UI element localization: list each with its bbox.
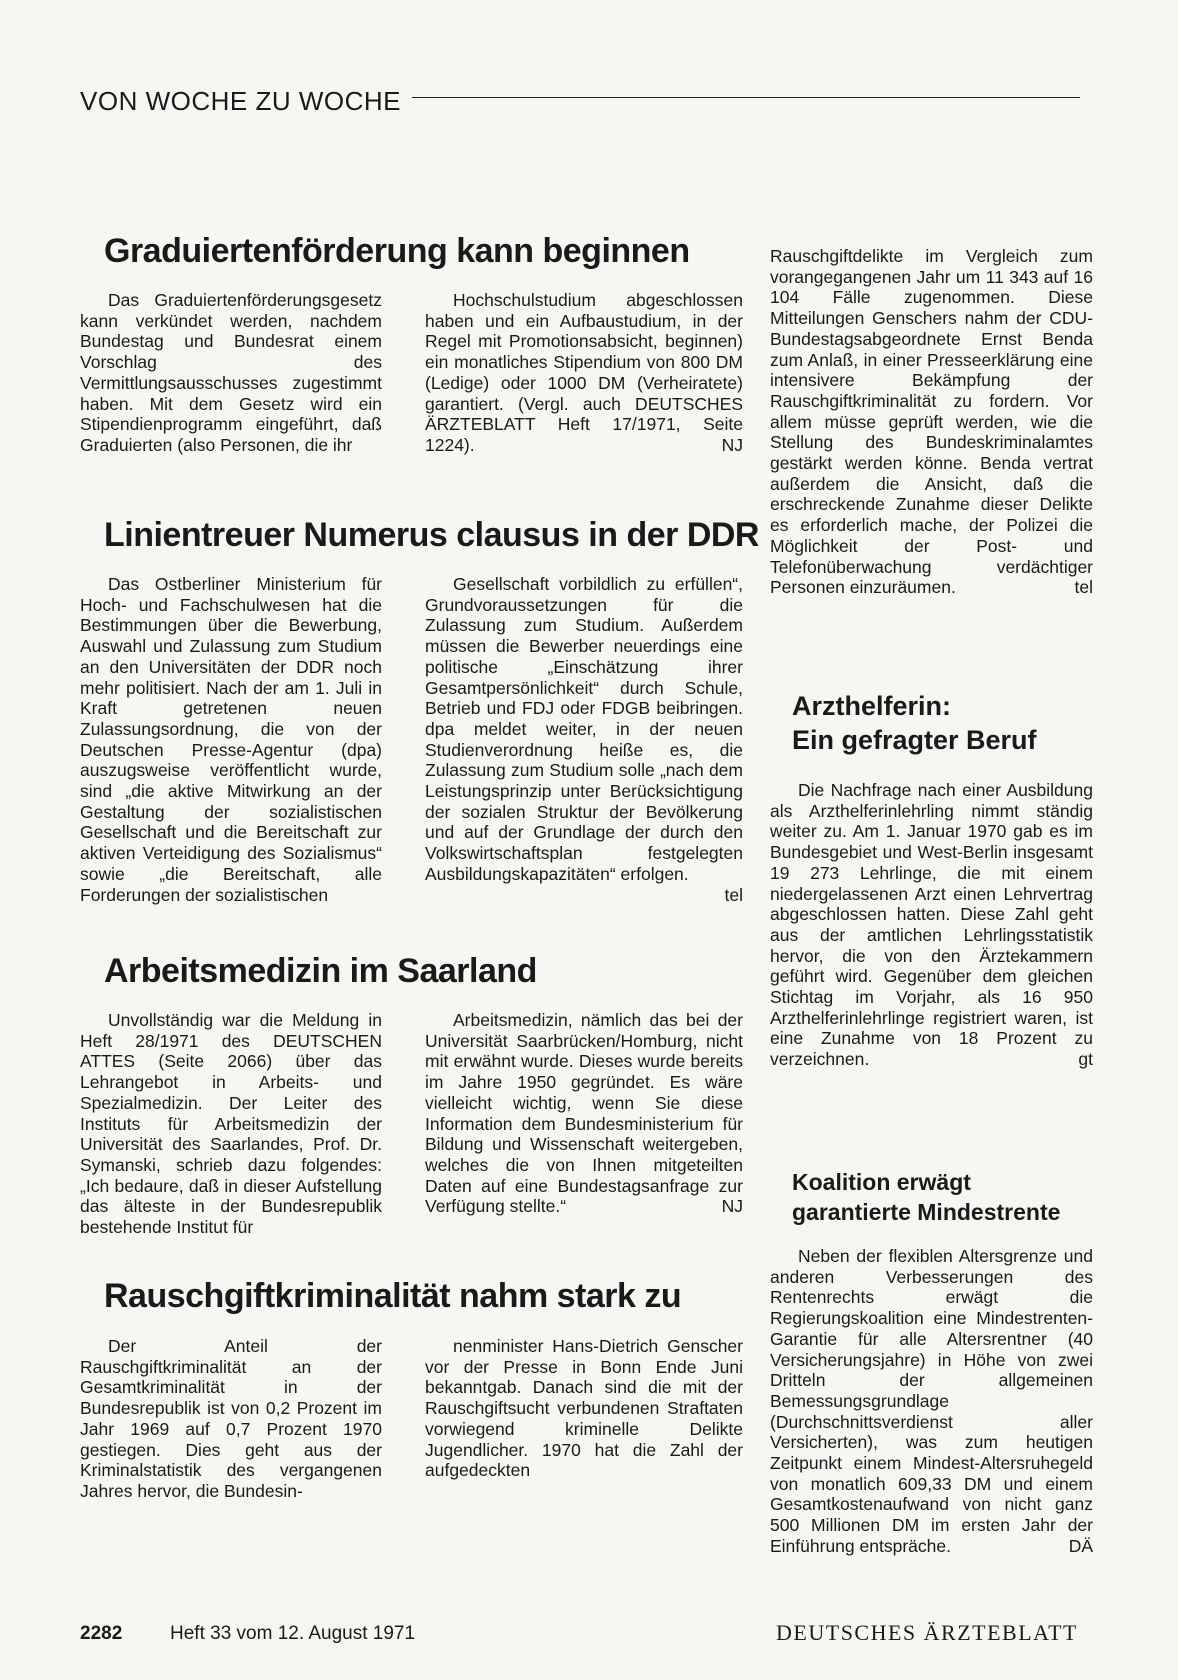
article-koalition-body: Neben der flexiblen Altersgrenze und anderen Verbesserungen des Rentenrechts erwägt die Regierungskoalition eine Mindestrenten-Garantie für alle Altersrentner (40 Versicherungsjahre) in Höhe von zwei Dritteln der allgemeinen Bemessungsgrundlage (Durchschnittsverdienst aller Versicherten), was zum heutigen Zeitpunkt einem Mindest-Altersruhegeld von monatlich 609,33 DM und einem Gesamtkostenaufwand von nicht ganz 500 Millionen DM im ersten Jahr der Einführung entspräche. DÄ — [770, 1246, 1093, 1556]
article-numerus-col2: Gesellschaft vorbildlich zu erfüllen“, Grundvoraussetzungen für die Zulassung zum Studium. Außerdem müssen die Bewerber neuerdings eine politische „Einschätzung ihrer Gesamtpersönlichkeit“ durch Schule, Betrieb und FDJ oder FDGB beibringen. dpa meldet weiter, in der neuen Studienverordnung heiße es, die Zulassung zum Studium solle „nach dem Leistungsprinzip unter Berücksichtigung der sozialen Struktur der Bevölkerung und auf der Grundlage der durch den Volkswirtschaftsplan festgelegten Ausbildungskapazitäten“ erfolgen. tel — [425, 574, 743, 905]
page-number: 2282 — [80, 1623, 123, 1644]
article-title-numerus: Linientreuer Numerus clausus in der DDR — [104, 516, 759, 554]
article-graduierten-col1: Das Graduiertenförderungsgesetz kann verkündet werden, nachdem Bundestag und Bundesrat einem Vorschlag des Vermittlungsausschusses zugestimmt haben. Mit dem Gesetz wird ein Stipendienprogramm eingeführt, daß Graduierten (also Personen, die ihr — [80, 290, 382, 455]
issue-line: Heft 33 vom 12. August 1971 — [170, 1623, 416, 1644]
section-heading: VON WOCHE ZU WOCHE — [80, 86, 401, 116]
author-signature: NJ — [721, 1196, 743, 1217]
article-rausch-col2: nenminister Hans-Dietrich Genscher vor der Presse in Bonn Ende Juni bekanntgab. Danach sind die mit der Rauschgiftsucht verbundenen Straftaten vorwiegend kriminelle Delikte Jugendlicher. 1970 hat die Zahl der aufgedeckten — [425, 1336, 743, 1481]
article-rausch-col3: Rauschgiftdelikte im Vergleich zum vorangegangenen Jahr um 11 343 auf 16 104 Fälle zugenommen. Diese Mitteilungen Genschers nahm der CDU-Bundestagsabgeordnete Ernst Benda zum Anlaß, in einer Presseerklärung eine intensivere Bekämpfung der Rauschgiftkriminalität zu fordern. Vor allem müsse geprüft werden, wie die Stellung des Bundeskriminalamtes gestärkt werden könne. Benda vertrat außerdem die Ansicht, daß die erschreckende Zunahme dieser Delikte es erforderlich mache, der Polizei die Möglichkeit der Post- und Telefonüberwachung verdächtiger Personen einzuräumen. tel — [770, 246, 1093, 598]
article-numerus-col1: Das Ostberliner Ministerium für Hoch- und Fachschulwesen hat die Bestimmungen über die Bewerbung, Auswahl und Zulassung zum Studium an den Universitäten der DDR noch mehr politisiert. Nach der am 1. Juli in Kraft getretenen neuen Zulassungsordnung, die von der Deutschen Presse-Agentur (dpa) auszugsweise veröffentlicht wurde, sind „die aktive Mitwirkung an der Gestaltung der sozialistischen Gesellschaft und die Bereitschaft zur aktiven Verteidigung des Sozialismus“ sowie „die Bereitschaft, alle Forderungen der sozialistischen — [80, 574, 382, 905]
article-rausch-col1: Der Anteil der Rauschgiftkriminalität an der Gesamtkriminalität in der Bundesrepublik ist von 0,2 Prozent im Jahr 1969 auf 0,7 Prozent 1970 gestiegen. Dies geht aus der Kriminalstatistik des vergangenen Jahres hervor, die Bundesin- — [80, 1336, 382, 1501]
article-title-arzthelferin-line2: Ein gefragter Beruf — [792, 725, 1037, 755]
article-arbeitsmedizin-col1: Unvollständig war die Meldung in Heft 28/1971 des DEUTSCHEN ATTES (Seite 2066) über das Lehrangebot in Arbeits- und Spezialmedizin. Der Leiter des Instituts für Arbeitsmedizin der Universität des Saarlandes, Prof. Dr. Symanski, schrieb dazu folgendes: „Ich bedaure, daß in dieser Aufstellung das älteste in der Bundesrepublik bestehende Institut für — [80, 1010, 382, 1238]
author-signature: NJ — [721, 434, 743, 455]
journal-name: DEUTSCHES ÄRZTEBLATT — [776, 1620, 1078, 1645]
article-graduierten-col2: Hochschulstudium abgeschlossen haben und ein Aufbaustudium, in der Regel mit Promotionsabsicht, beginnen) ein monatliches Stipendium von 800 DM (Ledige) oder 1000 DM (Verheiratete) garantiert. (Vergl. auch DEUTSCHES ÄRZTEBLATT Heft 17/1971, Seite 1224). NJ — [425, 290, 743, 455]
article-title-arzthelferin-line1: Arzthelferin: — [792, 691, 952, 721]
author-signature: gt — [1078, 1049, 1093, 1070]
author-signature: DÄ — [1068, 1535, 1093, 1556]
article-title-koalition-line1: Koalition erwägt — [792, 1169, 971, 1195]
author-signature: tel — [1074, 577, 1093, 598]
article-title-rausch: Rauschgiftkriminalität nahm stark zu — [104, 1277, 682, 1315]
article-arbeitsmedizin-col2: Arbeitsmedizin, nämlich das bei der Universität Saarbrücken/Homburg, nicht mit erwähnt wurde. Dieses wurde bereits im Jahre 1950 gegründet. Es wäre vielleicht wichtig, wenn Sie diese Information dem Bundesministerium für Bildung und Wissenschaft weitergeben, welches die von Ihnen mitgeteilten Daten auf eine Bundestagsanfrage zur Verfügung stellte.“ NJ — [425, 1010, 743, 1217]
article-title-arbeitsmedizin: Arbeitsmedizin im Saarland — [104, 952, 537, 990]
article-arzthelferin-body: Die Nachfrage nach einer Ausbildung als Arzthelferinlehrling nimmt ständig weiter zu. Am 1. Januar 1970 gab es im Bundesgebiet und West-Berlin insgesamt 19 273 Lehrlinge, die mit einem niedergelassenen Arzt einen Lehrvertrag abgeschlossen hatten. Diese Zahl geht aus der amtlichen Lehrlingsstatistik hervor, die von den Ärztekammern geführt wird. Gegenüber dem gleichen Stichtag im Vorjahr, als 16 950 Arzthelferinlehrlinge registriert waren, ist eine Zunahme von 18 Prozent zu verzeichnen. gt — [770, 780, 1093, 1070]
article-title-graduierten: Graduiertenförderung kann beginnen — [104, 232, 690, 270]
author-signature: tel — [724, 884, 743, 905]
header-rule — [412, 97, 1080, 98]
article-title-koalition-line2: garantierte Mindestrente — [792, 1199, 1061, 1225]
